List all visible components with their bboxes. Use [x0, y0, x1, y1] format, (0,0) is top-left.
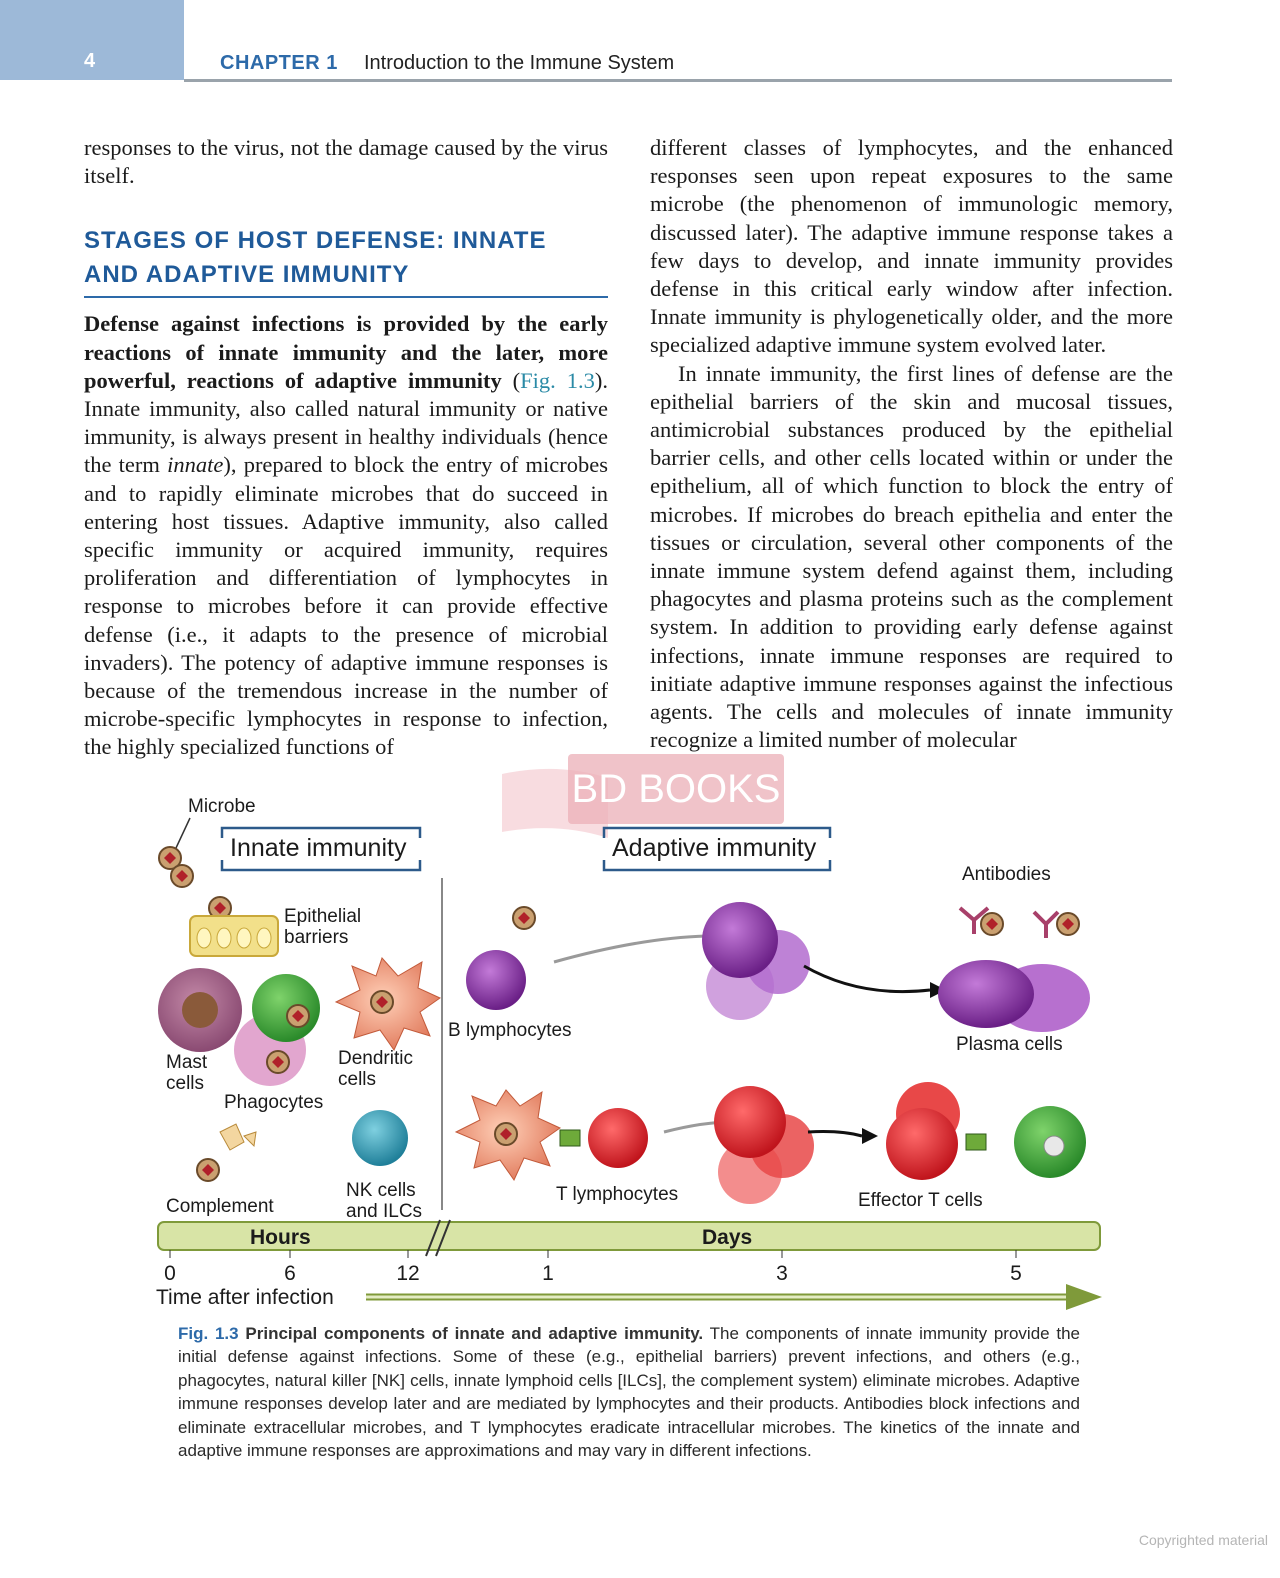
phagocytes-label: Phagocytes: [224, 1092, 324, 1113]
caption-label: Fig. 1.3: [178, 1324, 239, 1343]
innate-label: Innate immunity: [230, 834, 407, 862]
plasma-cells-label: Plasma cells: [956, 1034, 1063, 1055]
t-to-effector-arrow: [808, 1132, 862, 1137]
antibody-icon: [960, 908, 1079, 938]
antibodies-label: Antibodies: [962, 864, 1051, 885]
nk-label-2: and ILCs: [346, 1201, 423, 1222]
tick-label: 5: [1010, 1262, 1022, 1285]
arrowhead: [862, 1128, 878, 1144]
epithelial-barrier-icon: [190, 916, 278, 956]
watermark-text: BD BOOKS: [571, 767, 781, 811]
complement-icon: [197, 1124, 256, 1181]
tick-label: 12: [396, 1262, 420, 1285]
body-text-1: Innate immunity, also called natural immunity or native immunity, is always present in healthy individuals (hence the term: [84, 396, 608, 478]
tick-label: 3: [776, 1262, 788, 1285]
lead-bold-text: Defense against infections is provided by the early reactions of innate immunity and the later, more powerful, reactions of adaptive immunity: [84, 311, 608, 393]
section-heading: STAGES OF HOST DEFENSE: INNATE AND ADAPTIVE IMMUNITY: [84, 224, 608, 298]
body-text-2: ), prepared to block the entry of microbes and to rapidly eliminate microbes that do succeed in entering host tissues. Adaptive immunity, also called specific immunity or acquired immunity, requires proliferation and differentiation of lymphocytes in response to microbes before it can provide effective defense (i.e., it adapts to the presence of microbial invaders). The potency of adaptive immune responses is because of the tremendous increase in the number of microbe-specific lymphocytes in response to infection, the highly specialized functions of: [84, 452, 608, 760]
b-lymphocytes-label: B lymphocytes: [448, 1020, 572, 1041]
tick-label: 0: [164, 1262, 176, 1285]
caption-title: Principal components of innate and adaptive immunity.: [245, 1324, 704, 1343]
right-column: [650, 134, 1173, 754]
microbe-pointer: [176, 818, 190, 848]
b-cell-expansion-icon: [702, 902, 810, 1020]
right-paragraph-1: different classes of lymphocytes, and the enhanced responses seen upon repeat exposures to the same microbe (the phenomenon of immunologic memory, discussed later). The adaptive immune response takes a few days to develop, and innate immunity provides defense in this critical early window after infection. Innate immunity is phylogenetically older, and the more specialized adaptive immune system evolved later.: [650, 135, 1173, 358]
ref-close: ).: [594, 367, 608, 393]
antigen-presenting-cell-icon: [456, 1090, 560, 1180]
lead-paragraph: [84, 310, 608, 761]
b-to-plasma-arrow: [804, 966, 930, 992]
chapter-title: Introduction to the Immune System: [364, 52, 675, 74]
effector-t-label: Effector T cells: [858, 1190, 983, 1211]
days-label: Days: [702, 1226, 753, 1249]
tick-label: 1: [542, 1262, 554, 1285]
ref-open: (: [501, 367, 521, 393]
caption-text: The components of innate immunity provide the initial defense against infections. Some of these (e.g., epithelial barriers) prevent infections, and others (e.g., phagocytes, natural killer [NK] cells, innate lymphoid cells [ILCs], the complement system) eliminate microbes. Adaptive immune responses develop later and are mediated by lymphocytes and their products. Antibodies block infections and eliminate extracellular microbes, and T lymphocytes eradicate intracellular microbes. The kinetics of the innate and adaptive immune responses are approximations and may vary in different infections.: [178, 1324, 1080, 1461]
figure-caption: [178, 1322, 1080, 1462]
t-lymphocytes-label: T lymphocytes: [556, 1184, 679, 1205]
time-after-infection-label: Time after infection: [156, 1286, 334, 1309]
microbe-icon: [171, 865, 193, 887]
figure-1-3: [140, 780, 1120, 1320]
epithelial-label-2: barriers: [284, 927, 349, 948]
page-number: 4: [84, 50, 96, 72]
mast-label-2: cells: [166, 1073, 205, 1094]
right-paragraph-2: In innate immunity, the first lines of defense are the epithelial barriers of the skin and mucosal tissues, antimicrobial substances produced by the epithelial barrier cells, and other cells located within or under the epithelium, all of which function to block the entry of microbes. If microbes do breach epithelia and enter the tissues or circulation, several other components of the innate immune system defend against them, including phagocytes and plasma proteins such as the complement system. In addition to providing early defense against infections, innate immune responses are required to initiate adaptive immune responses against the infectious agents. The cells and molecules of innate immunity recognize a limited number of molecular: [650, 360, 1173, 753]
dendritic-label-2: cells: [338, 1069, 377, 1090]
header-rule: [184, 79, 1172, 82]
body-italic-term: innate: [167, 452, 224, 478]
left-column: [84, 134, 608, 762]
dendritic-label-1: Dendritic: [338, 1048, 413, 1069]
copyright-notice: Copyrighted material: [1138, 1532, 1268, 1548]
chapter-label: CHAPTER 1: [220, 52, 338, 74]
microbe-label: Microbe: [188, 796, 256, 817]
nk-label-1: NK cells: [346, 1180, 416, 1201]
tick-label: 6: [284, 1262, 296, 1285]
intro-paragraph: responses to the virus, not the damage caused by the virus itself.: [84, 135, 608, 189]
nk-cell-icon: [352, 1110, 408, 1166]
t-cell-expansion-icon: [714, 1086, 814, 1204]
figure-reference-link[interactable]: Fig. 1.3: [520, 367, 595, 393]
hours-label: Hours: [250, 1226, 311, 1249]
adaptive-label: Adaptive immunity: [612, 834, 817, 862]
t-lymphocyte-icon: [560, 1108, 648, 1168]
mast-label-1: Mast: [166, 1052, 208, 1073]
b-lymphocyte-icon: [466, 907, 535, 1010]
mast-cell-icon: [158, 968, 242, 1052]
effector-t-cell-icon: [886, 1082, 1086, 1180]
complement-label: Complement: [166, 1196, 274, 1217]
plasma-cell-icon: [938, 960, 1090, 1032]
dendritic-cell-icon: [336, 958, 440, 1050]
time-arrow-head: [1066, 1284, 1102, 1310]
b-cell-arrow: [554, 936, 706, 962]
epithelial-label-1: Epithelial: [284, 906, 362, 927]
phagocyte-icon: [234, 974, 320, 1086]
